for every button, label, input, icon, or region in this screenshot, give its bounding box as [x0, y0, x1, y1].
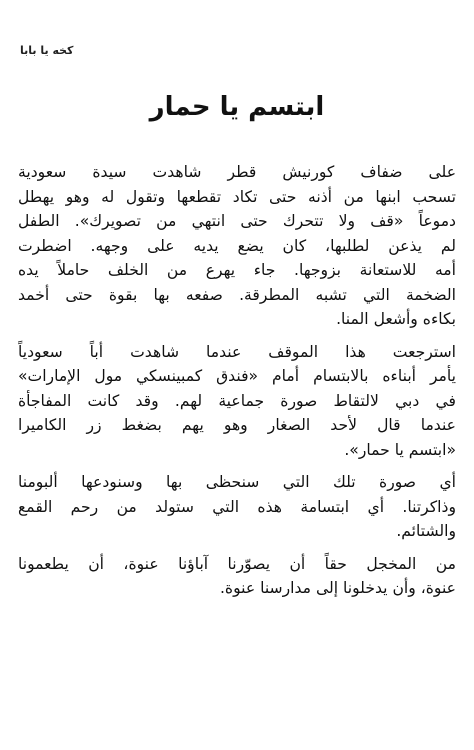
- text-line: الضخمة التي تشبه المطرقة. صفعه بها بقوة حتى أخمد: [18, 285, 456, 304]
- header-label: كخه يا بابا: [20, 44, 74, 57]
- text-line: أي صورة تلك التي سنحظى بها وسنودعها ألبومنا: [18, 473, 456, 491]
- text-line: عندما قال لأحد الصغار وهو يهم بضغط زر الكاميرا: [18, 416, 456, 434]
- text-line: من المخجل حقاً أن يصوّرنا آباؤنا عنوة، أن يطعمونا: [18, 554, 456, 573]
- text-line: «ابتسم يا حمار».: [344, 440, 456, 459]
- paragraph-1: [18, 160, 456, 332]
- text-line: عنوة، وأن يدخلونا إلى مدارسنا عنوة.: [219, 579, 456, 597]
- text-line: والشتائم.: [396, 522, 456, 540]
- page-title: ابتسم يا حمار: [149, 92, 325, 122]
- text-line: استرجعت هذا الموقف عندما شاهدت أباً سعودياً: [18, 342, 456, 361]
- paragraph-2: [18, 340, 456, 463]
- text-line: على ضفاف كورنيش قطر شاهدت سيدة سعودية: [18, 163, 456, 181]
- text-line: أمه للاستعانة بزوجها. جاء يهرع من الخلف حاملاً يده: [18, 261, 456, 279]
- text-line: بكاءه وأشعل المنا.: [336, 310, 456, 328]
- text-line: لم يذعن لطلبها، كان يضع يديه على وجهه. اضطرت: [18, 236, 456, 255]
- text-line: تسحب ابنها من أذنه حتى تكاد تقطعها وتقول له وهو يهطل: [18, 187, 456, 206]
- article-body: [18, 160, 456, 601]
- text-line: دموعاً «قف ولا تتحرك حتى انتهي من تصويرك». الطفل: [18, 212, 456, 230]
- paragraph-4: [18, 552, 456, 601]
- text-line: في دبي لالتقاط صورة جماعية لهم. وقد كانت المفاجأة: [18, 391, 456, 410]
- text-line: وذاكرتنا. أي ابتسامة هذه التي ستولد من رحم القمع: [18, 497, 456, 516]
- paragraph-3: [18, 470, 456, 544]
- text-line: يأمر أبناءه بالابتسام أمام «فندق كمبينسكي مول الإمارات»: [18, 367, 456, 385]
